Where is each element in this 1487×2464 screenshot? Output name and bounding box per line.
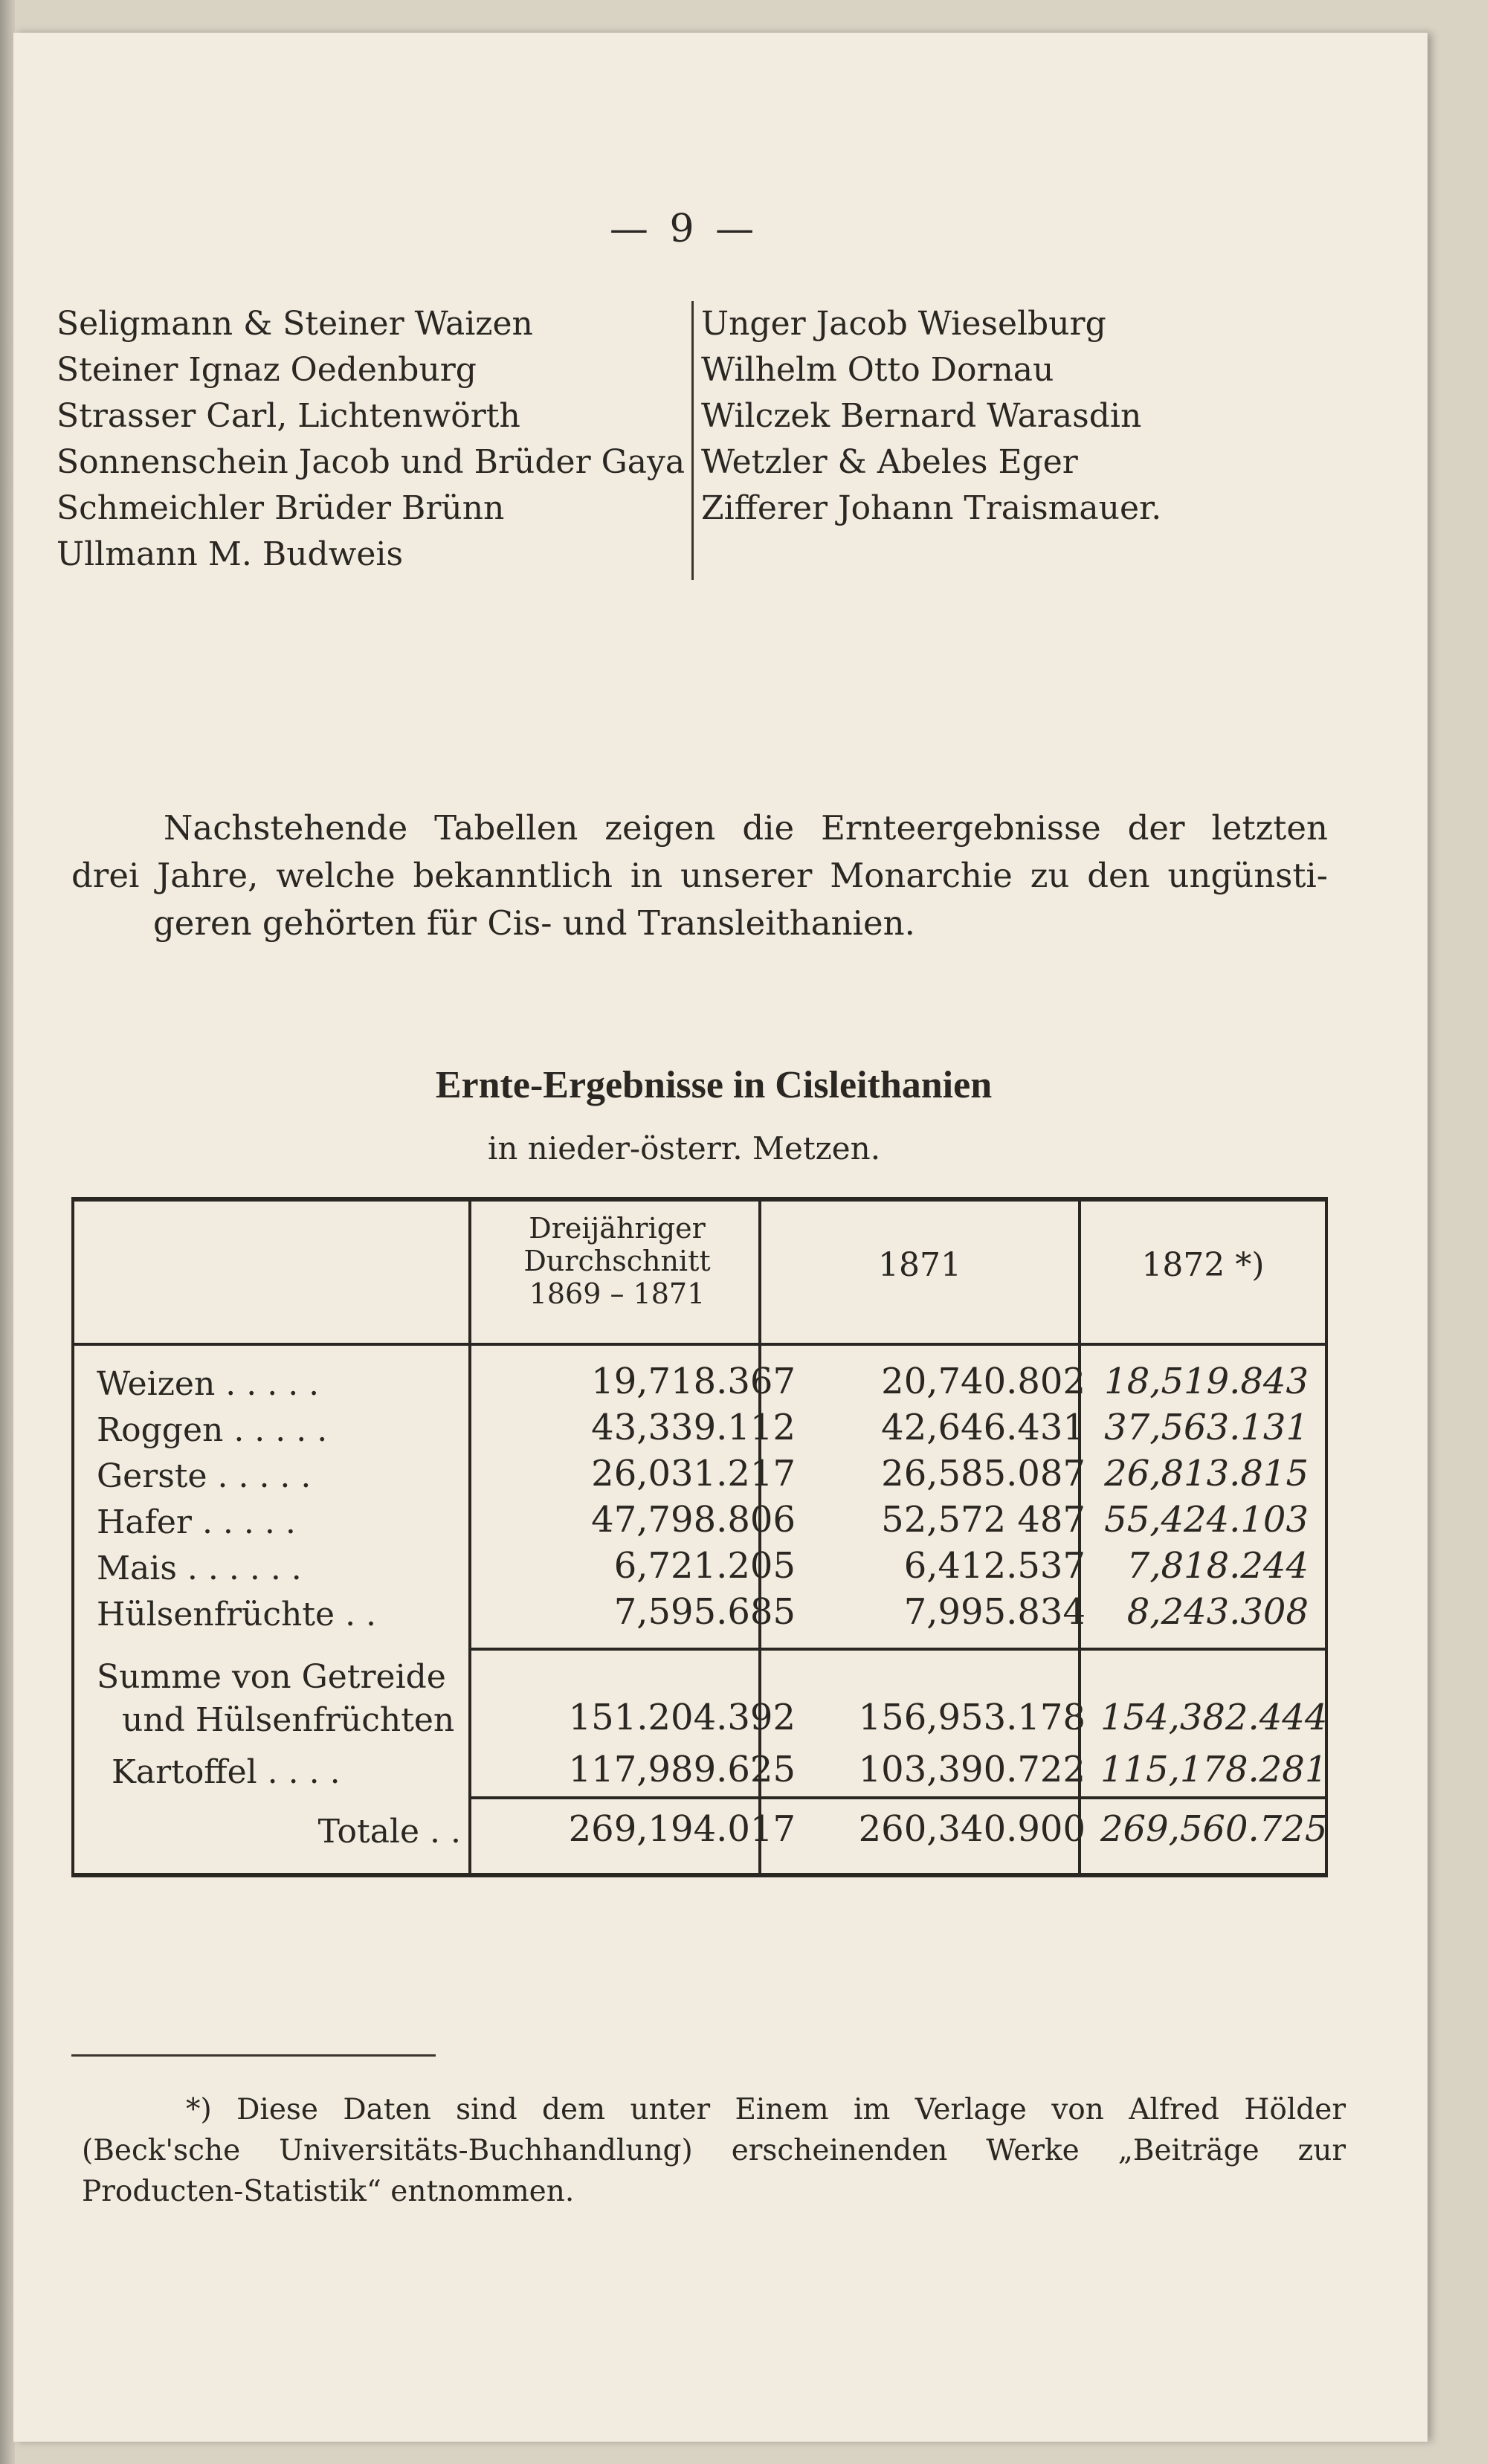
sum-1872: 154,382.444 (1100, 1697, 1328, 1738)
names-left-column (57, 301, 686, 578)
footnote-line: *) Diese Daten sind dem unter Einem im Verlage von Alfred Hölder (186, 2093, 1346, 2126)
potato-1872: 115,178.281 (1100, 1749, 1328, 1790)
potato-label: Kartoffel . . . . (112, 1753, 341, 1791)
intro-line: geren gehörten für Cis- und Transleithanien. (153, 903, 915, 943)
value-1871: 20,740.802 (881, 1361, 1086, 1402)
row-label: Hülsenfrüchte . . (97, 1596, 377, 1633)
footnote-line: (Beck'sche Universitäts-Buchhandlung) erscheinenden Werke „Beiträge zur (82, 2134, 1346, 2167)
sum-average: 151.204.392 (568, 1697, 796, 1738)
name-entry: Steiner Ignaz Oedenburg (57, 351, 477, 389)
potato-1871: 103,390.722 (858, 1749, 1086, 1790)
name-entry: Sonnenschein Jacob und Brüder Gaya (57, 443, 686, 481)
potato-average: 117,989.625 (568, 1749, 796, 1790)
sum-label: Summe von Getreide (97, 1658, 446, 1696)
name-entry: Zifferer Johann Traismauer. (701, 489, 1162, 527)
table-subtitle: in nieder-österr. Metzen. (487, 1130, 881, 1167)
value-1872: 7,818.244 (1126, 1545, 1309, 1587)
name-entry: Wilhelm Otto Dornau (701, 351, 1054, 389)
row-label: Hafer . . . . . (97, 1503, 296, 1541)
value-average: 43,339.112 (591, 1407, 796, 1448)
row-label: Roggen . . . . . (97, 1411, 328, 1449)
value-1871: 6,412.537 (903, 1545, 1086, 1587)
header-1871: 1871 (878, 1246, 961, 1284)
name-entry: Strasser Carl, Lichtenwörth (57, 397, 520, 435)
row-label: Gerste . . . . . (97, 1457, 312, 1495)
intro-line: drei Jahre, welche bekanntlich in unserer Monarchie zu den ungünsti- (71, 856, 1328, 895)
value-1872: 8,243.308 (1126, 1591, 1309, 1633)
harvest-table (71, 1197, 1328, 1877)
value-1871: 52,572 487 (881, 1499, 1086, 1541)
sum-1871: 156,953.178 (858, 1697, 1086, 1738)
book-spine (0, 0, 15, 2464)
value-average: 6,721.205 (613, 1545, 796, 1587)
total-1871: 260,340.900 (858, 1808, 1086, 1850)
sum-label: und Hülsenfrüchten (122, 1701, 455, 1739)
total-average: 269,194.017 (568, 1808, 796, 1850)
value-1872: 55,424.103 (1104, 1499, 1309, 1541)
footnote (82, 2089, 1346, 2212)
footnote-rule (71, 2054, 436, 2057)
total-label: Totale . . (317, 1813, 461, 1851)
footnote-line: Producten-Statistik“ entnommen. (82, 2175, 575, 2208)
name-entry: Wetzler & Abeles Eger (701, 443, 1078, 481)
intro-line: Nachstehende Tabellen zeigen die Ernteergebnisse der letzten (164, 808, 1328, 848)
name-entry: Schmeichler Brüder Brünn (57, 489, 505, 527)
names-right-column (691, 301, 1222, 580)
row-label: Weizen . . . . . (97, 1365, 320, 1403)
header-average: Dreijähriger Durchschnitt 1869 – 1871 (523, 1212, 711, 1310)
total-1872: 269,560.725 (1100, 1808, 1328, 1850)
name-entry: Unger Jacob Wieselburg (701, 305, 1106, 343)
table-title: Ernte-Ergebnisse in Cisleithanien (435, 1064, 993, 1106)
header-1872: 1872 *) (1141, 1246, 1265, 1284)
intro-paragraph (71, 804, 1328, 947)
value-1872: 18,519.843 (1104, 1361, 1309, 1402)
name-entry: Seligmann & Steiner Waizen (57, 305, 533, 343)
name-entry: Wilczek Bernard Warasdin (701, 397, 1142, 435)
total-rule (468, 1796, 1325, 1799)
value-1872: 37,563.131 (1104, 1407, 1309, 1448)
value-1871: 7,995.834 (903, 1591, 1086, 1633)
row-label: Mais . . . . . . (97, 1549, 302, 1587)
value-average: 26,031.217 (591, 1453, 796, 1494)
value-1872: 26,813.815 (1104, 1453, 1309, 1494)
value-average: 47,798.806 (591, 1499, 796, 1541)
sum-rule (468, 1648, 1325, 1651)
value-average: 7,595.685 (613, 1591, 796, 1633)
value-average: 19,718.367 (591, 1361, 796, 1402)
value-1871: 42,646.431 (881, 1407, 1086, 1448)
value-1871: 26,585.087 (881, 1453, 1086, 1494)
header-rule (74, 1343, 1325, 1346)
page-number: — 9 — (609, 207, 759, 251)
name-entry: Ullmann M. Budweis (57, 535, 404, 573)
